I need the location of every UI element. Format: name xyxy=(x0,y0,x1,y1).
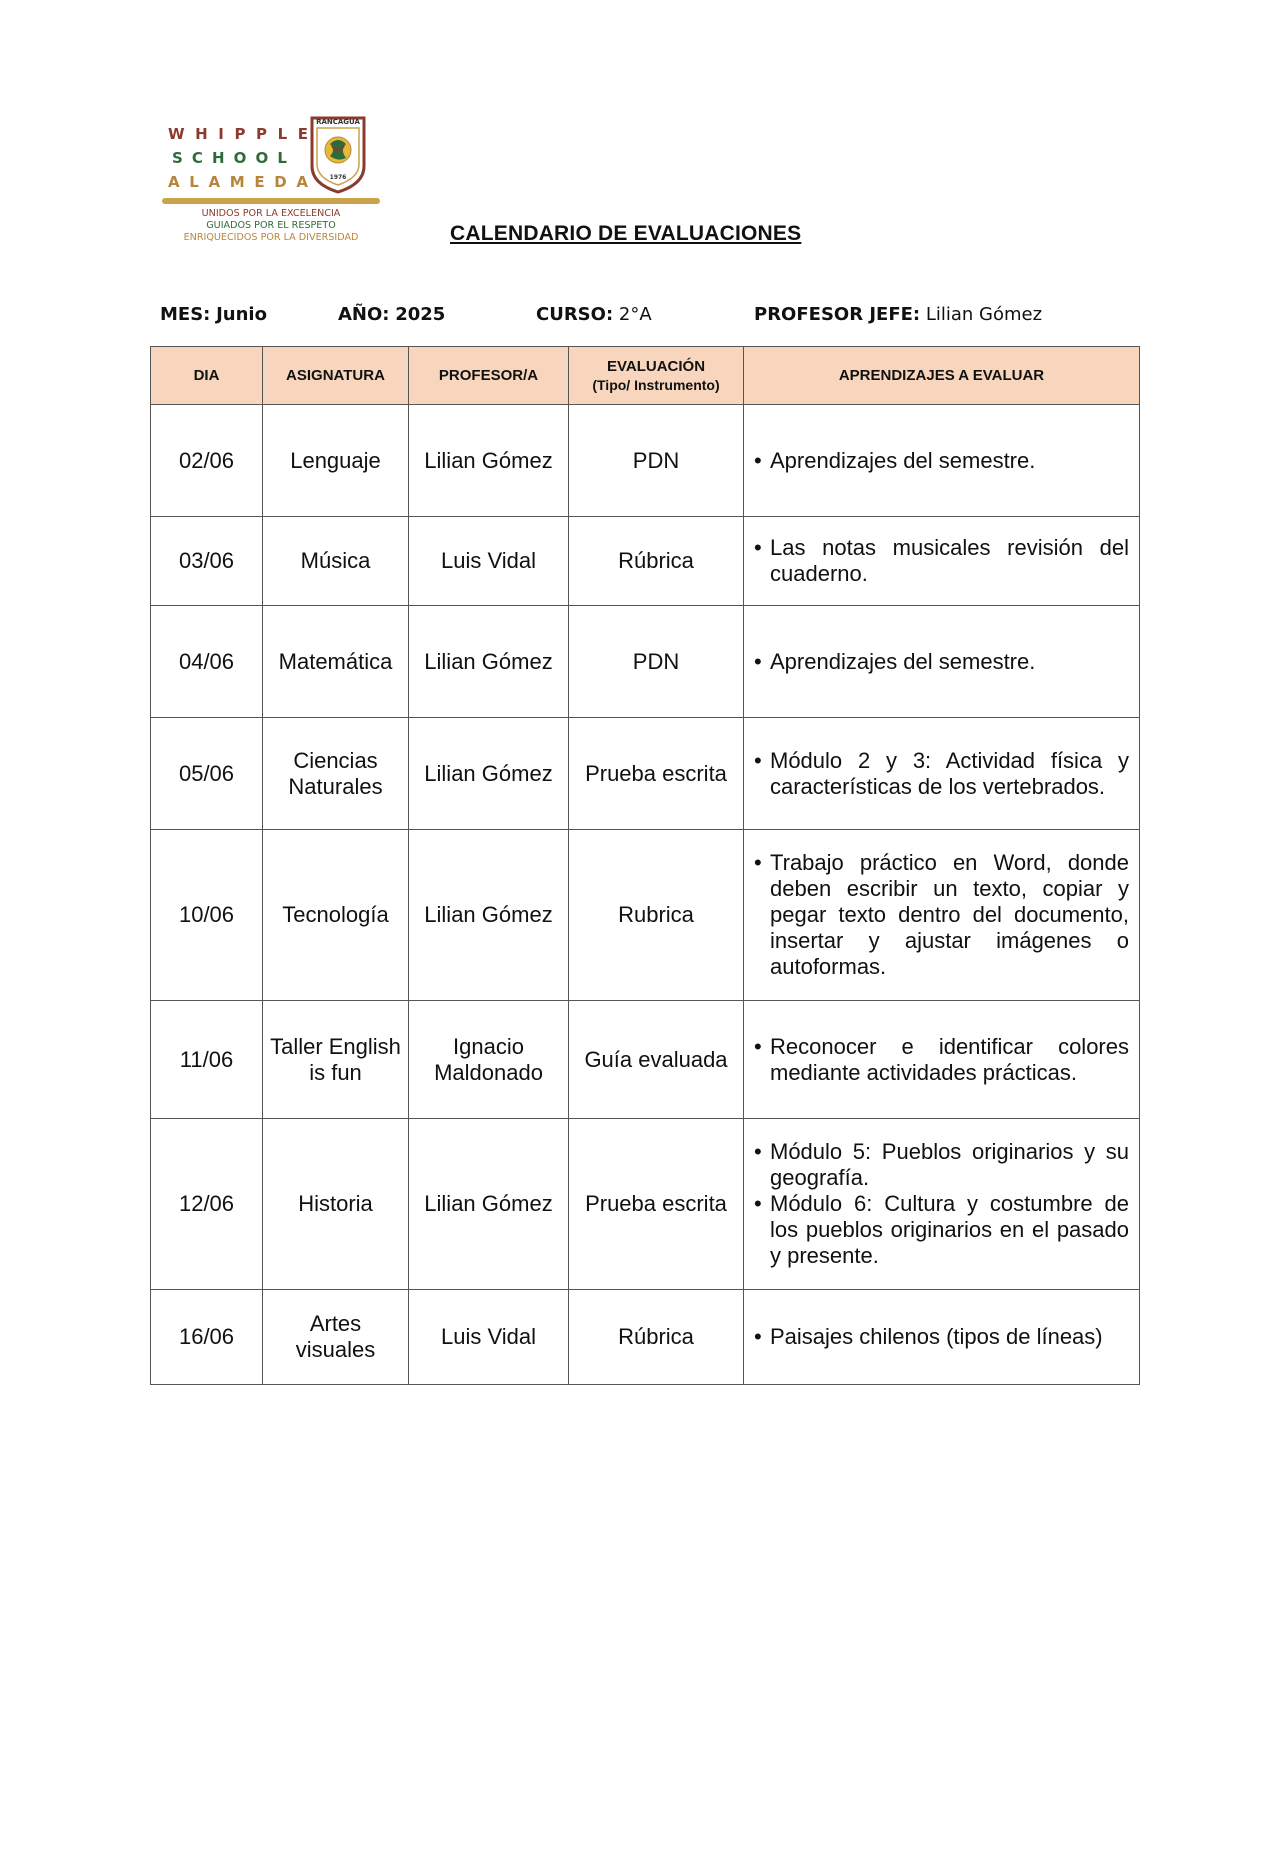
school-logo xyxy=(160,112,385,247)
logo-letter: A xyxy=(168,173,180,191)
table-row xyxy=(151,1290,1140,1385)
logo-row-alameda xyxy=(168,170,308,194)
logo-letter: E xyxy=(254,173,265,191)
cell-subject: Lenguaje xyxy=(263,405,409,517)
logo-letter: O xyxy=(255,149,269,167)
header-day: DIA xyxy=(151,347,263,405)
learning-objective-item: • Aprendizajes del semestre. xyxy=(754,649,1129,675)
document-title: CALENDARIO DE EVALUACIONES xyxy=(450,222,802,245)
logo-letter: H xyxy=(195,125,208,143)
logo-letter: C xyxy=(191,149,203,167)
motto-line: GUIADOS POR EL RESPETO xyxy=(206,220,336,231)
cell-day: 10/06 xyxy=(151,830,263,1001)
meta-month xyxy=(160,304,267,325)
logo-letter: O xyxy=(233,149,247,167)
cell-day: 04/06 xyxy=(151,606,263,718)
cell-day: 03/06 xyxy=(151,517,263,606)
logo-letter: A xyxy=(296,173,308,191)
learning-objective-item: • Módulo 6: Cultura y costumbre de los pueblos originarios en el pasado y presente. xyxy=(754,1191,1129,1269)
cell-learning-objectives xyxy=(744,1001,1140,1119)
meta-head-teacher-label: PROFESOR JEFE: xyxy=(754,304,921,325)
header-teacher: PROFESOR/A xyxy=(409,347,569,405)
logo-letter: W xyxy=(168,125,185,143)
meta-head-teacher-value: Lilian Gómez xyxy=(925,304,1043,325)
learning-objective-item: • Las notas musicales revisión del cuaderno. xyxy=(754,535,1129,587)
logo-divider xyxy=(162,198,380,204)
logo-letter: M xyxy=(229,173,245,191)
cell-learning-objectives xyxy=(744,718,1140,830)
cell-subject: Historia xyxy=(263,1119,409,1290)
logo-letter: E xyxy=(297,125,308,143)
logo-letter: S xyxy=(172,149,183,167)
table-row xyxy=(151,606,1140,718)
logo-wordmark xyxy=(168,122,308,194)
learning-objectives-list xyxy=(754,535,1129,587)
logo-letter: L xyxy=(189,173,199,191)
cell-subject: Matemática xyxy=(263,606,409,718)
cell-evaluation: Rubrica xyxy=(569,830,744,1001)
cell-teacher: Lilian Gómez xyxy=(409,718,569,830)
meta-course xyxy=(536,304,652,325)
learning-objective-item: • Módulo 5: Pueblos originarios y su geografía. xyxy=(754,1139,1129,1191)
logo-row-school xyxy=(172,146,287,170)
logo-letter: P xyxy=(256,125,268,143)
learning-objective-item: • Módulo 2 y 3: Actividad física y características de los vertebrados. xyxy=(754,748,1129,800)
table-row xyxy=(151,830,1140,1001)
logo-mottos xyxy=(162,208,380,244)
cell-evaluation: PDN xyxy=(569,606,744,718)
logo-letter: H xyxy=(212,149,225,167)
cell-learning-objectives xyxy=(744,606,1140,718)
learning-objectives-list xyxy=(754,748,1129,800)
cell-day: 16/06 xyxy=(151,1290,263,1385)
crest-city-label: RANCAGUA xyxy=(316,118,360,126)
crest-year-label: 1976 xyxy=(329,174,347,181)
meta-month-label: MES: xyxy=(160,304,211,325)
evaluation-calendar-table xyxy=(150,346,1140,1385)
logo-letter: L xyxy=(277,149,287,167)
motto-line: UNIDOS POR LA EXCELENCIA xyxy=(201,208,341,219)
logo-letter: I xyxy=(218,125,224,143)
cell-subject: Música xyxy=(263,517,409,606)
meta-year-label: AÑO: xyxy=(338,304,390,325)
meta-month-value: Junio xyxy=(216,304,267,325)
header-evaluation-subtitle: (Tipo/ Instrumento) xyxy=(592,376,720,393)
learning-objective-item: • Aprendizajes del semestre. xyxy=(754,448,1129,474)
logo-letter: P xyxy=(234,125,246,143)
cell-learning-objectives xyxy=(744,830,1140,1001)
header-evaluation-title: EVALUACIÓN xyxy=(606,357,706,375)
learning-objective-item: • Paisajes chilenos (tipos de líneas) xyxy=(754,1324,1129,1350)
cell-teacher: Luis Vidal xyxy=(409,517,569,606)
meta-course-value: 2°A xyxy=(618,304,652,325)
cell-subject: Artes visuales xyxy=(263,1290,409,1385)
cell-day: 05/06 xyxy=(151,718,263,830)
table-header-row xyxy=(151,347,1140,405)
cell-evaluation: Prueba escrita xyxy=(569,718,744,830)
cell-learning-objectives xyxy=(744,517,1140,606)
learning-objectives-list xyxy=(754,1324,1129,1350)
meta-head-teacher xyxy=(754,304,1042,325)
cell-learning-objectives xyxy=(744,1290,1140,1385)
learning-objectives-list xyxy=(754,1034,1129,1086)
table-row xyxy=(151,1119,1140,1290)
table-row xyxy=(151,405,1140,517)
header-learning-objectives: APRENDIZAJES A EVALUAR xyxy=(744,347,1140,405)
cell-learning-objectives xyxy=(744,405,1140,517)
motto-line: ENRIQUECIDOS POR LA DIVERSIDAD xyxy=(183,232,359,243)
meta-year xyxy=(338,304,445,325)
learning-objectives-list xyxy=(754,850,1129,980)
table-row xyxy=(151,718,1140,830)
cell-teacher: Lilian Gómez xyxy=(409,830,569,1001)
cell-subject: Tecnología xyxy=(263,830,409,1001)
learning-objectives-list xyxy=(754,649,1129,675)
cell-day: 02/06 xyxy=(151,405,263,517)
meta-year-value: 2025 xyxy=(395,304,446,325)
cell-learning-objectives xyxy=(744,1119,1140,1290)
header-evaluation xyxy=(569,347,744,405)
logo-letter: D xyxy=(274,173,287,191)
learning-objective-item: • Reconocer e identificar colores mediante actividades prácticas. xyxy=(754,1034,1129,1086)
cell-evaluation: Rúbrica xyxy=(569,517,744,606)
cell-teacher: Lilian Gómez xyxy=(409,606,569,718)
cell-evaluation: Prueba escrita xyxy=(569,1119,744,1290)
cell-teacher: Lilian Gómez xyxy=(409,405,569,517)
header-subject: ASIGNATURA xyxy=(263,347,409,405)
cell-teacher: Ignacio Maldonado xyxy=(409,1001,569,1119)
logo-row-whipple xyxy=(168,122,308,146)
cell-evaluation: Guía evaluada xyxy=(569,1001,744,1119)
cell-day: 11/06 xyxy=(151,1001,263,1119)
cell-subject: Taller English is fun xyxy=(263,1001,409,1119)
learning-objective-item: • Trabajo práctico en Word, donde deben escribir un texto, copiar y pegar texto dentro del documento, insertar y ajustar imágenes o autoformas. xyxy=(754,850,1129,980)
cell-day: 12/06 xyxy=(151,1119,263,1290)
logo-letter: A xyxy=(208,173,221,191)
meta-course-label: CURSO: xyxy=(536,304,614,325)
cell-teacher: Luis Vidal xyxy=(409,1290,569,1385)
cell-evaluation: Rúbrica xyxy=(569,1290,744,1385)
cell-teacher: Lilian Gómez xyxy=(409,1119,569,1290)
table-row xyxy=(151,1001,1140,1119)
learning-objectives-list xyxy=(754,448,1129,474)
school-crest-icon xyxy=(308,114,368,194)
table-row xyxy=(151,517,1140,606)
learning-objectives-list xyxy=(754,1139,1129,1269)
cell-evaluation: PDN xyxy=(569,405,744,517)
logo-letter: L xyxy=(277,125,288,143)
cell-subject: Ciencias Naturales xyxy=(263,718,409,830)
